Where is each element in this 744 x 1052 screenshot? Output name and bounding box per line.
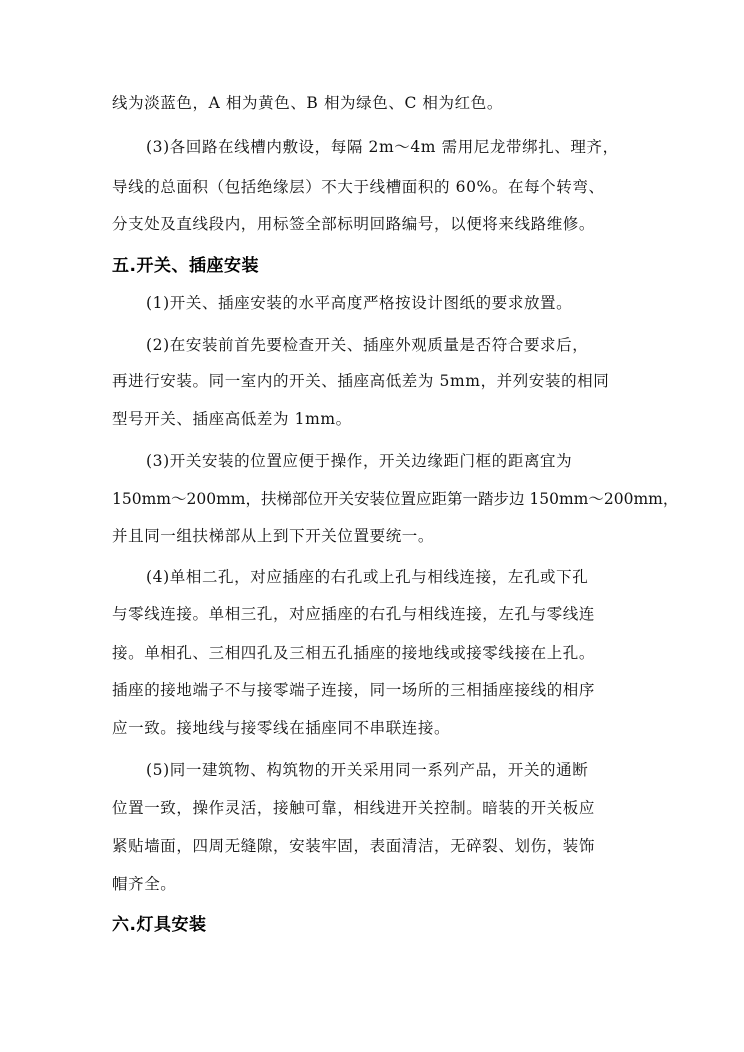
text-line: 与零线连接。单相三孔，对应插座的右孔与相线连接，左孔与零线连 (112, 605, 596, 623)
paragraph-first-line: (4)单相二孔，对应插座的右孔或上孔与相线连接，左孔或下孔 (146, 568, 589, 586)
text-line: 应一致。接地线与接零线在插座同不串联连接。 (112, 719, 451, 737)
text-line: 导线的总面积（包括绝缘层）不大于线槽面积的 60%。在每个转弯、 (112, 178, 605, 196)
text-line: 型号开关、插座高低差为 1mm。 (112, 410, 352, 428)
text-line: 150mm～200mm，扶梯部位开关安装位置应距第一踏步边 150mm～200mm， (112, 490, 679, 508)
text-line: 再进行安装。同一室内的开关、插座高低差为 5mm，并列安装的相同 (112, 372, 610, 390)
text-line: 帽齐全。 (112, 875, 177, 893)
paragraph-first-line: (3)开关安装的位置应便于操作，开关边缘距门框的距离宜为 (146, 452, 573, 470)
text-line: 并且同一组扶梯部从上到下开关位置要统一。 (112, 527, 435, 545)
paragraph-first-line: (1)开关、插座安装的水平高度严格按设计图纸的要求放置。 (146, 294, 573, 312)
text-line: 插座的接地端子不与接零端子连接，同一场所的三相插座接线的相序 (112, 681, 596, 699)
text-line: 分支处及直线段内，用标签全部标明回路编号，以便将来线路维修。 (112, 215, 596, 233)
paragraph-first-line: (5)同一建筑物、构筑物的开关采用同一系列产品，开关的通断 (146, 761, 589, 779)
section-heading-switch-socket: 五.开关、插座安装 (112, 256, 259, 276)
paragraph-first-line: (3)各回路在线槽内敷设，每隔 2m～4m 需用尼龙带绑扎、理齐， (146, 138, 619, 156)
text-line: 紧贴墙面，四周无缝隙，安装牢固，表面清洁，无碎裂、划伤，装饰 (112, 837, 596, 855)
text-line: 线为淡蓝色，A 相为黄色、B 相为绿色、C 相为红色。 (112, 94, 503, 112)
paragraph-first-line: (2)在安装前首先要检查开关、插座外观质量是否符合要求后， (146, 336, 589, 354)
section-heading-lighting: 六.灯具安装 (112, 915, 207, 935)
text-line: 位置一致，操作灵活，接触可靠，相线进开关控制。暗装的开关板应 (112, 799, 596, 817)
text-line: 接。单相孔、三相四孔及三相五孔插座的接地线或接零线接在上孔。 (112, 644, 596, 662)
